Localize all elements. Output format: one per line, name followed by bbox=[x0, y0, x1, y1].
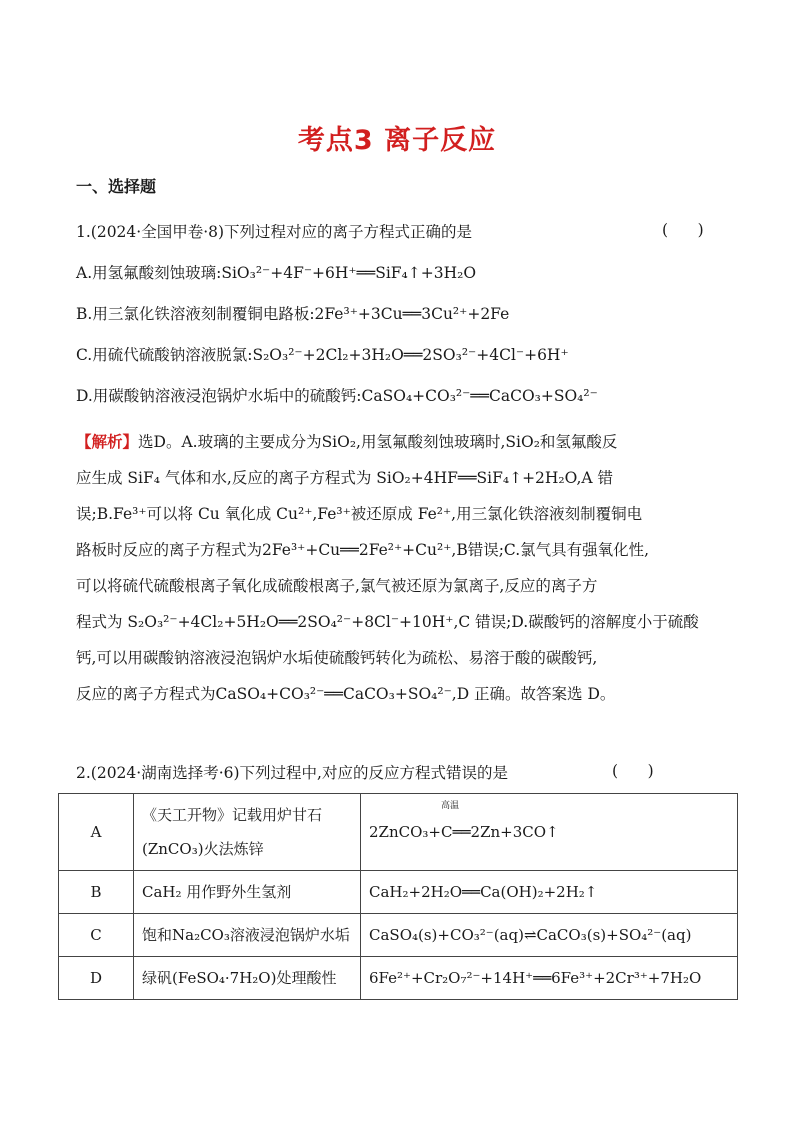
table-row bbox=[59, 794, 738, 871]
answer-blank-1: ( ) bbox=[662, 221, 704, 239]
q1-option-b: B.用三氯化铁溶液刻制覆铜电路板:2Fe³⁺+3Cu══3Cu²⁺+2Fe bbox=[76, 305, 510, 323]
row-key: B bbox=[59, 871, 134, 914]
section-heading: 一、选择题 bbox=[76, 177, 157, 196]
table-row bbox=[59, 871, 738, 914]
row-description: 饱和Na₂CO₃溶液浸泡锅炉水垢 bbox=[134, 914, 361, 957]
analysis-line: 钙,可以用碳酸钠溶液浸泡锅炉水垢使硫酸钙转化为疏松、易溶于酸的碳酸钙, bbox=[76, 649, 598, 667]
row-equation: CaSO₄(s)+CO₃²⁻(aq)⇌CaCO₃(s)+SO₄²⁻(aq) bbox=[361, 914, 738, 957]
row-equation: 6Fe²⁺+Cr₂O₇²⁻+14H⁺══6Fe³⁺+2Cr³⁺+7H₂O bbox=[361, 957, 738, 1000]
row-key: D bbox=[59, 957, 134, 1000]
analysis-line: 误;B.Fe³⁺可以将 Cu 氧化成 Cu²⁺,Fe³⁺被还原成 Fe²⁺,用三氯化铁溶液刻制覆铜电 bbox=[76, 505, 643, 523]
table-row bbox=[59, 914, 738, 957]
row-equation: 高温 2ZnCO₃+C══2Zn+3CO↑ bbox=[361, 794, 738, 871]
q1-option-d: D.用碳酸钠溶液浸泡锅炉水垢中的硫酸钙:CaSO₄+CO₃²⁻══CaCO₃+SO₄²⁻ bbox=[76, 387, 598, 405]
row-equation: CaH₂+2H₂O══Ca(OH)₂+2H₂↑ bbox=[361, 871, 738, 914]
analysis-tag: 【解析】 bbox=[76, 432, 139, 451]
analysis-line: 反应的离子方程式为CaSO₄+CO₃²⁻══CaCO₃+SO₄²⁻,D 正确。故答案选 D。 bbox=[76, 685, 616, 703]
q1-option-a: A.用氢氟酸刻蚀玻璃:SiO₃²⁻+4F⁻+6H⁺══SiF₄↑+3H₂O bbox=[76, 264, 477, 282]
row-key: A bbox=[59, 794, 134, 871]
analysis-line: 【解析】选D。A.玻璃的主要成分为SiO₂,用氢氟酸刻蚀玻璃时,SiO₂和氢氟酸反 bbox=[76, 432, 618, 451]
q1-option-c: C.用硫代硫酸钠溶液脱氯:S₂O₃²⁻+2Cl₂+3H₂O══2SO₃²⁻+4Cl⁻+6H⁺ bbox=[76, 346, 569, 364]
analysis-line: 路板时反应的离子方程式为2Fe³⁺+Cu══2Fe²⁺+Cu²⁺,B错误;C.氯气具有强氧化性, bbox=[76, 541, 650, 559]
row-description: 《天工开物》记载用炉甘石(ZnCO₃)火法炼锌 bbox=[134, 794, 361, 871]
analysis-line: 应生成 SiF₄ 气体和水,反应的离子方程式为 SiO₂+4HF══SiF₄↑+2H₂O,A 错 bbox=[76, 469, 613, 487]
analysis-block bbox=[76, 424, 722, 712]
question-1-stem: 1.(2024·全国甲卷·8)下列过程对应的离子方程式正确的是 bbox=[76, 223, 473, 241]
row-key: C bbox=[59, 914, 134, 957]
question-2-stem: 2.(2024·湖南选择考·6)下列过程中,对应的反应方程式错误的是 bbox=[76, 764, 508, 782]
question-2-table bbox=[58, 793, 738, 1000]
row-description: CaH₂ 用作野外生氢剂 bbox=[134, 871, 361, 914]
page-title: 考点3 离子反应 bbox=[297, 125, 497, 156]
analysis-line: 程式为 S₂O₃²⁻+4Cl₂+5H₂O══2SO₄²⁻+8Cl⁻+10H⁺,C 错误;D.碳酸钙的溶解度小于硫酸 bbox=[76, 613, 699, 631]
reaction-condition: 高温 bbox=[441, 801, 460, 811]
row-description: 绿矾(FeSO₄·7H₂O)处理酸性 bbox=[134, 957, 361, 1000]
table-row bbox=[59, 957, 738, 1000]
answer-blank-2: ( ) bbox=[612, 762, 654, 780]
analysis-line: 可以将硫代硫酸根离子氧化成硫酸根离子,氯气被还原为氯离子,反应的离子方 bbox=[76, 577, 598, 595]
